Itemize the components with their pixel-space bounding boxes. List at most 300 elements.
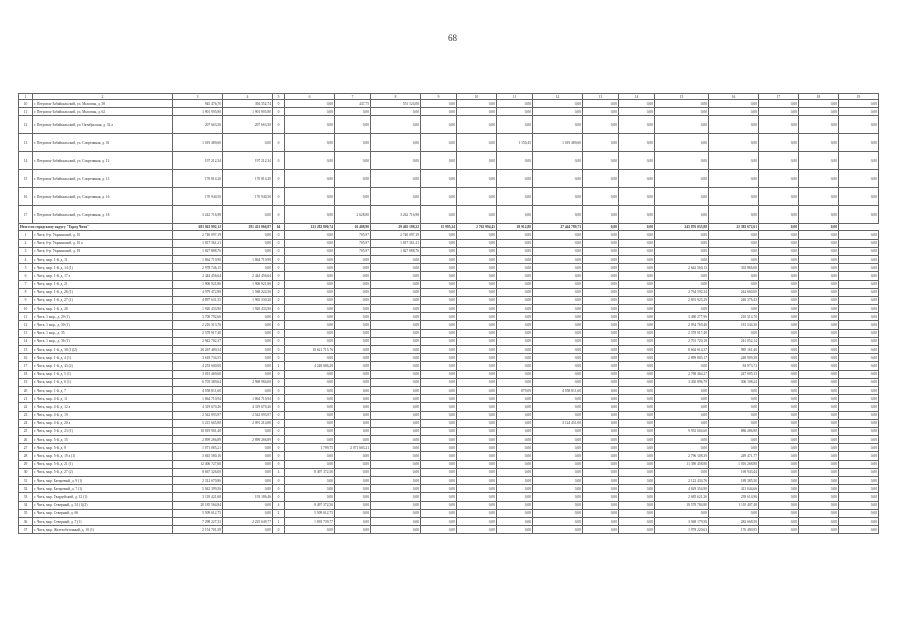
table-cell: 0,00 (799, 386, 839, 394)
table-cell: 0,00 (457, 346, 497, 354)
table-cell: 0,00 (759, 288, 799, 296)
table-cell: 0,00 (619, 255, 655, 263)
table-cell: 2 740 097,19 (173, 231, 223, 239)
table-cell: 447,75 (335, 100, 371, 108)
table-cell: 12 (533, 94, 583, 100)
table-cell: 0,00 (799, 108, 839, 116)
table-cell: 0,00 (497, 188, 533, 206)
table-cell: 0,00 (839, 100, 879, 108)
table-cell: 10 578 784,80 (655, 501, 709, 509)
table-cell: 0,00 (421, 460, 457, 468)
table-cell: 0,00 (533, 296, 583, 304)
table-cell: 0,00 (285, 100, 335, 108)
table-cell: 0 (273, 493, 285, 501)
table-cell: 0,00 (335, 452, 371, 460)
table-cell: 0,00 (799, 329, 839, 337)
table-cell: 0,00 (457, 403, 497, 411)
table-cell: 0,00 (799, 346, 839, 354)
table-cell: 0,00 (457, 436, 497, 444)
table-cell: 0,00 (799, 239, 839, 247)
table-cell: 1 965 330,20 (223, 296, 273, 304)
table-cell: 0 (273, 411, 285, 419)
table-cell: 0,00 (709, 444, 759, 452)
table-cell: 2 899 805,17 (655, 354, 709, 362)
table-cell: 0,00 (759, 526, 799, 534)
table-cell: 0,00 (619, 264, 655, 272)
table-cell: 1 901 905,80 (173, 108, 223, 116)
table-cell: 0,00 (759, 272, 799, 280)
table-cell: 2 091 214,80 (223, 419, 273, 427)
table-cell: 5 509 612,75 (285, 509, 335, 517)
table-cell: 0,00 (421, 288, 457, 296)
table-cell: 0,00 (759, 468, 799, 476)
table-cell: 0,00 (799, 272, 839, 280)
table-cell: 1 (19, 231, 33, 239)
table-cell: 0,00 (497, 108, 533, 116)
table-cell: 705,97 (335, 231, 371, 239)
table-cell: 0,00 (619, 329, 655, 337)
table-cell: 1 150,45 (497, 134, 533, 152)
table-cell: 4 058 811,60 (173, 386, 223, 394)
table-cell: 0 (273, 206, 285, 224)
table-row (19, 427, 879, 435)
table-cell: 0,00 (759, 419, 799, 427)
table-cell: 2 764 592,34 (655, 288, 709, 296)
table-cell: 0,00 (799, 436, 839, 444)
table-row (19, 296, 879, 304)
table-row (19, 378, 879, 386)
table-row (19, 288, 879, 296)
table-cell: 0,00 (759, 378, 799, 386)
table-cell: 0,00 (371, 288, 421, 296)
table-row (19, 346, 879, 354)
table-cell: 0,00 (335, 337, 371, 345)
table-cell: 0,00 (759, 370, 799, 378)
table-cell: 683 043 992,12 (173, 224, 223, 231)
table-cell: 0,00 (497, 477, 533, 485)
table-cell: 0,00 (619, 427, 655, 435)
table-row (19, 100, 879, 108)
table-cell: 0,00 (421, 517, 457, 525)
table-cell: 0,00 (457, 444, 497, 452)
table-cell: 0,00 (619, 452, 655, 460)
table-cell: 0,00 (371, 517, 421, 525)
table-cell: 0,00 (583, 378, 619, 386)
table-cell: 0,00 (759, 206, 799, 224)
table-cell: 0,00 (421, 305, 457, 313)
table-row (19, 239, 879, 247)
table-cell: 0,00 (371, 188, 421, 206)
table-cell: 705,97 (335, 247, 371, 255)
table-cell: 0,00 (285, 116, 335, 134)
table-cell: 0,00 (533, 354, 583, 362)
table-cell: 0,00 (497, 501, 533, 509)
table-cell: 9 (19, 296, 33, 304)
table-cell: 0,00 (371, 321, 421, 329)
table-cell: 0,00 (619, 436, 655, 444)
table-cell: 0,00 (655, 108, 709, 116)
table-cell: 0,00 (223, 329, 273, 337)
table-cell: 0,00 (583, 288, 619, 296)
table-cell: 0,00 (497, 100, 533, 108)
table-cell: 0,00 (421, 526, 457, 534)
table-cell: 0,00 (421, 152, 457, 170)
table-cell: 0,00 (457, 362, 497, 370)
table-row (19, 247, 879, 255)
table-cell: 0 (273, 280, 285, 288)
table-cell: 0,00 (285, 188, 335, 206)
table-cell: г. Чита, б-р. Украинский, д. 18 (33, 247, 173, 255)
table-cell: 0,00 (335, 305, 371, 313)
table-cell: 0,00 (839, 280, 879, 288)
table-cell: 170 814,20 (173, 170, 223, 188)
table-cell: 2 216 313,76 (173, 321, 223, 329)
table-cell: 0,00 (839, 460, 879, 468)
table-cell: 0,00 (583, 280, 619, 288)
table-cell: 0,00 (285, 354, 335, 362)
table-cell: 945 476,70 (173, 100, 223, 108)
table-cell: 1 016 268,80 (709, 460, 759, 468)
table-cell: 6 (285, 94, 335, 100)
table-cell: г. Чита, мкр. Северный, д. 66 (33, 509, 173, 517)
table-cell: 0,00 (839, 444, 879, 452)
table-cell: 15 (655, 94, 709, 100)
table-cell: 0,00 (619, 313, 655, 321)
table-cell: 0,00 (619, 231, 655, 239)
table-cell: 0,00 (799, 403, 839, 411)
table-cell: 13 (583, 94, 619, 100)
table-cell: 0,00 (335, 329, 371, 337)
table-cell: 0,00 (839, 419, 879, 427)
table-cell: г. Чита, мкр. 1-й, д. 38 (1)(2) (33, 346, 173, 354)
table-cell: 0,00 (457, 337, 497, 345)
table-cell: 0,00 (371, 255, 421, 263)
table-cell: 0,00 (533, 288, 583, 296)
table-cell: 0,00 (335, 170, 371, 188)
table-row (19, 206, 879, 224)
table-cell: 0,00 (619, 224, 655, 231)
table-cell: 0,00 (421, 264, 457, 272)
table-cell: 0,00 (583, 188, 619, 206)
table-cell: 0,00 (799, 116, 839, 134)
table-cell: 18 (19, 370, 33, 378)
table-cell: 0,00 (799, 452, 839, 460)
table-cell: 0,00 (655, 436, 709, 444)
table-cell: 0,00 (285, 108, 335, 116)
table-cell: 0,00 (619, 378, 655, 386)
table-cell: 0,00 (583, 419, 619, 427)
table-cell: 0,00 (421, 188, 457, 206)
table-cell: 1 693 739,77 (285, 517, 335, 525)
table-cell: 0,00 (799, 337, 839, 345)
table-cell: 14 (19, 152, 33, 170)
table-cell: 0,00 (335, 468, 371, 476)
table-cell: 2 628,00 (335, 206, 371, 224)
table-cell: г. Петровск-Забайкальский, ул. Мысовая, д. 58 (33, 100, 173, 108)
table-cell: 0,00 (759, 354, 799, 362)
table-cell: 0,00 (759, 255, 799, 263)
table-cell: 0,00 (619, 247, 655, 255)
table-cell: 705,97 (335, 239, 371, 247)
table-cell: 10 (457, 94, 497, 100)
table-cell: 0,00 (421, 403, 457, 411)
table-cell: 0,00 (497, 296, 533, 304)
table-cell: 4 253 600,00 (173, 362, 223, 370)
table-cell: 0,00 (709, 116, 759, 134)
table-cell: 0,00 (335, 460, 371, 468)
table-cell: 282 668,56 (709, 517, 759, 525)
table-cell: 0,00 (371, 378, 421, 386)
table-cell: 0,00 (583, 468, 619, 476)
table-cell: 0,00 (839, 313, 879, 321)
table-cell: 0,00 (421, 170, 457, 188)
table-cell: 0,00 (799, 247, 839, 255)
table-cell: 0,00 (421, 100, 457, 108)
table-cell: 0,00 (799, 370, 839, 378)
table-cell: 0,00 (457, 100, 497, 108)
table-cell: 0,00 (457, 485, 497, 493)
table-cell: 7 298 227,33 (173, 517, 223, 525)
table-cell: 0,00 (497, 362, 533, 370)
table-cell: г. Петровск-Забайкальский, ул. Спортивная, д. 01 (33, 134, 173, 152)
table-cell: 0,00 (619, 395, 655, 403)
table-cell: 0,00 (759, 436, 799, 444)
table-cell: 0,00 (497, 509, 533, 517)
table-cell: 0,00 (759, 477, 799, 485)
table-cell: г. Чита, мкр. 1-й, д. 6 (1) (33, 378, 173, 386)
table-cell: 0,00 (457, 354, 497, 362)
table-cell: 0 (273, 460, 285, 468)
table-cell: 0,00 (709, 188, 759, 206)
table-cell: 0,00 (799, 493, 839, 501)
table-cell: 0,00 (497, 444, 533, 452)
table-cell: 0,00 (285, 247, 335, 255)
table-cell: 0,00 (371, 108, 421, 116)
table-cell: 0,00 (421, 509, 457, 517)
table-cell: 13 (19, 134, 33, 152)
table-cell: 0,00 (583, 255, 619, 263)
table-cell: 0,00 (371, 134, 421, 152)
table-cell: г. Чита, мкр. 1-й, д. 43 (2) (33, 362, 173, 370)
table-cell: 0,00 (839, 517, 879, 525)
table-cell: 19 (19, 378, 33, 386)
table-cell: 0,00 (655, 206, 709, 224)
table-cell: 0,00 (371, 296, 421, 304)
table-cell: 0,00 (497, 255, 533, 263)
table-cell: 0,00 (799, 509, 839, 517)
table-cell: 244 660,00 (709, 288, 759, 296)
table-cell: 0,00 (839, 526, 879, 534)
table-cell: 0,00 (583, 444, 619, 452)
table-row (19, 170, 879, 188)
table-cell: 0,00 (655, 305, 709, 313)
table-cell: 0,00 (839, 255, 879, 263)
table-cell: 0,00 (371, 272, 421, 280)
total-label: Итого по городскому округу "Город Чита" (19, 224, 173, 231)
table-cell: 0,00 (709, 411, 759, 419)
table-cell: 0,00 (285, 296, 335, 304)
table-row (19, 305, 879, 313)
table-cell: 0,00 (799, 378, 839, 386)
table-cell: 210 514,70 (709, 313, 759, 321)
table-cell: 0,00 (457, 378, 497, 386)
table-cell: 240 376,43 (709, 296, 759, 304)
table-cell: 0,00 (583, 362, 619, 370)
table-cell: 4 319 670,26 (223, 403, 273, 411)
table-cell: 0,00 (497, 247, 533, 255)
table-cell: 0,00 (619, 346, 655, 354)
table-cell: 0 (273, 313, 285, 321)
table-cell: 3 124 451,00 (533, 419, 583, 427)
table-cell: 0,00 (371, 485, 421, 493)
table-cell: г. Петровск-Забайкальский, ул. Октябрьская, д. 32 а (33, 116, 173, 134)
table-cell: 0,00 (371, 427, 421, 435)
table-cell: 29 (19, 460, 33, 468)
table-cell: 0,00 (533, 100, 583, 108)
table-cell: 0,00 (583, 305, 619, 313)
table-cell: 0,00 (655, 152, 709, 170)
table-cell: 0,00 (421, 411, 457, 419)
table-cell: г. Петровск-Забайкальский, ул. Спортивная, д. 12 (33, 152, 173, 170)
table-row (19, 152, 879, 170)
table-cell: 0,00 (799, 170, 839, 188)
table-cell: 0,00 (533, 170, 583, 188)
table-cell: 0,00 (335, 188, 371, 206)
table-cell: 18 (799, 94, 839, 100)
table-cell: 0,00 (839, 493, 879, 501)
table-cell: 12 (19, 321, 33, 329)
table-cell: 1 906 921,86 (223, 280, 273, 288)
table-cell: 0,00 (583, 170, 619, 188)
table-cell: 0,00 (223, 477, 273, 485)
table-cell: 0,00 (223, 460, 273, 468)
table-cell: 24 (19, 419, 33, 427)
table-cell: 0,00 (619, 501, 655, 509)
table-cell: 0,00 (759, 247, 799, 255)
table-cell: 0,00 (839, 403, 879, 411)
table-cell: 0,00 (335, 255, 371, 263)
table-cell: 0,00 (285, 460, 335, 468)
table-cell: 1 920 433,90 (173, 305, 223, 313)
table-cell: 37 (19, 526, 33, 534)
table-row (19, 354, 879, 362)
table-cell: 0,00 (497, 460, 533, 468)
table-cell: 4 897 631,55 (173, 296, 223, 304)
table-cell: 2 (33, 94, 173, 100)
table-cell: 1 (273, 517, 285, 525)
table-cell: г. Чита, мкр. Батаревый, д. 7 (1) (33, 485, 173, 493)
table-row (19, 116, 879, 134)
table-cell: 0,00 (619, 362, 655, 370)
table-cell: 0,00 (655, 100, 709, 108)
table-cell: 6 705 389,64 (173, 378, 223, 386)
table-cell: 0,00 (759, 403, 799, 411)
table-cell: 0,00 (223, 452, 273, 460)
table-cell: 0,00 (285, 272, 335, 280)
table-cell: 0,00 (839, 477, 879, 485)
table-cell: 0,00 (839, 264, 879, 272)
table-cell: 0,00 (371, 370, 421, 378)
table-cell: 2 968 984,00 (223, 378, 273, 386)
table-cell: 0,00 (421, 436, 457, 444)
table-row (19, 436, 879, 444)
table-cell: 2 034 769,46 (655, 321, 709, 329)
table-cell: 2 796 108,39 (655, 452, 709, 460)
table-cell: 0,00 (533, 403, 583, 411)
table-cell: 0,00 (839, 370, 879, 378)
table-cell: 0,00 (839, 346, 879, 354)
table-cell: 1 817 361,21 (371, 239, 421, 247)
table-cell: 0,00 (533, 501, 583, 509)
table-cell: 0 (273, 337, 285, 345)
table-cell: 0,00 (799, 411, 839, 419)
table-cell: 0,00 (583, 313, 619, 321)
table-cell: 0,00 (335, 427, 371, 435)
table-cell: 0,00 (799, 501, 839, 509)
table-cell: 0,00 (759, 239, 799, 247)
table-cell: 84 973,72 (709, 362, 759, 370)
table-cell: 0,00 (533, 231, 583, 239)
table-cell: 0,00 (285, 329, 335, 337)
table-cell: 0,00 (497, 288, 533, 296)
table-cell: 0,00 (839, 296, 879, 304)
table-cell: г. Чита, мкр. 4-й, д. 12 а (33, 403, 173, 411)
table-cell: 0,00 (799, 517, 839, 525)
table-cell: г. Чита, б-р. Украинский, д. 10 (33, 231, 173, 239)
table-cell: 0,00 (421, 468, 457, 476)
table-row (19, 460, 879, 468)
table-cell: 0,00 (583, 321, 619, 329)
table-cell: г. Чита, мкр. 5-й, д. 27 (2) (33, 468, 173, 476)
table-cell: 6 (19, 272, 33, 280)
table-cell: 0,00 (335, 378, 371, 386)
table-cell: 20 267 480,54 (173, 346, 223, 354)
table-cell: 0,00 (759, 305, 799, 313)
table-cell: 0,00 (533, 152, 583, 170)
table-cell: г. Чита, 1 мкр., д. 30 (1) (33, 321, 173, 329)
table-cell: г. Чита, мкр. 1-й, д. 28 (33, 305, 173, 313)
table-cell: г. Чита, мкр. 1-й, д. 14 (1) (33, 264, 173, 272)
table-cell: 0,00 (421, 477, 457, 485)
table-cell: 0,00 (335, 526, 371, 534)
table-cell: 5 (273, 94, 285, 100)
table-cell: 0 (273, 170, 285, 188)
table-cell: 0,00 (709, 395, 759, 403)
table-cell: 0 (273, 264, 285, 272)
table-cell: 0 (273, 444, 285, 452)
table-cell: 8 (19, 288, 33, 296)
table-cell: 0,00 (583, 329, 619, 337)
table-cell: 0,00 (371, 501, 421, 509)
table-row (19, 134, 879, 152)
table-cell: 0,00 (619, 411, 655, 419)
table-cell: 0,00 (655, 419, 709, 427)
table-cell: 0,00 (709, 231, 759, 239)
table-cell: 22 (19, 403, 33, 411)
table-cell: 0,00 (223, 501, 273, 509)
table-cell: 0,00 (839, 116, 879, 134)
table-cell: г. Чита, мкр. 1-й, д. 26 (1) (33, 288, 173, 296)
table-cell: 0,00 (223, 134, 273, 152)
table-cell: 245 876 035,88 (655, 224, 709, 231)
table-cell: г. Чита, мкр. 5-й, д. 15 (33, 436, 173, 444)
table-cell: 0,00 (583, 247, 619, 255)
table-cell: 3 700 792,66 (173, 313, 223, 321)
table-cell: 28 (19, 452, 33, 460)
table-cell: 0 (273, 116, 285, 134)
table-cell: 3 568 179,56 (655, 517, 709, 525)
table-cell: 0,00 (457, 206, 497, 224)
